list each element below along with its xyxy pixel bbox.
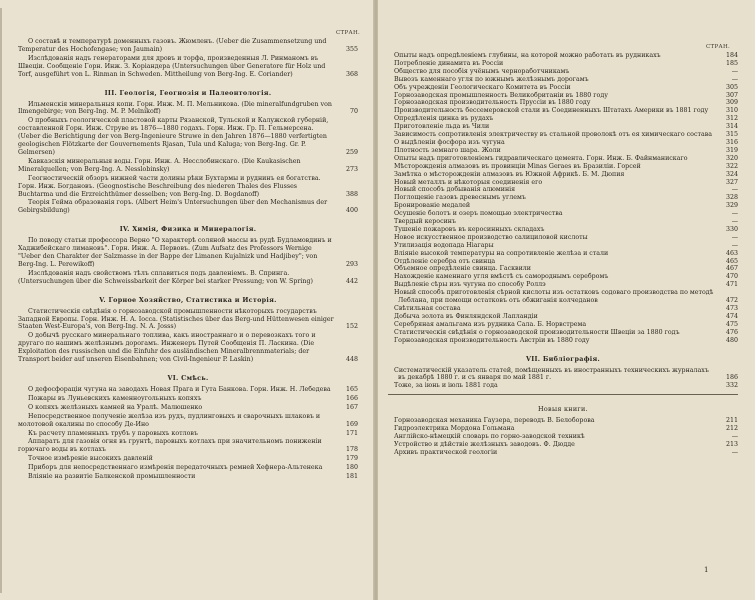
toc-entry xyxy=(388,107,738,115)
toc-entry xyxy=(388,123,738,131)
entry-title: Статистическія свѣдѣнія о горнозаводской промышленности нѣкоторыхъ государствъ Западной Европы. Горн. Инж. Н. А. Іосса. (Statistisches über das Berg-und Hüttenwesen einiger Staaten West-Europa's, von Berg-Ing. N. A. Josss) xyxy=(18,307,334,331)
entry-title: Новое искусственное производство салициловой кислоты xyxy=(394,233,588,241)
toc-entry xyxy=(18,430,358,438)
toc-entry xyxy=(388,305,738,313)
toc-entry xyxy=(18,117,358,157)
toc-entry xyxy=(388,449,738,457)
entry-title: О копяхъ желѣзныхъ камней на Уралѣ. Малюшенко xyxy=(28,403,203,411)
toc-entry xyxy=(388,329,738,337)
entry-title: Вліяніе на развитіе Балкенской промышленности xyxy=(28,473,196,481)
entry-page: 312 xyxy=(725,115,738,123)
toc-entry xyxy=(388,99,738,107)
section-title: VI. Смѣсь. xyxy=(167,374,209,382)
section-title: VII. Библіографія. xyxy=(525,354,601,363)
entry-title: Теорія Гейма образованія горъ. (Albert Heim's Untersuchungen über den Mechanismus der Gebirgsbildung) xyxy=(18,199,328,215)
entry-page: 329 xyxy=(725,202,738,210)
entry-page: 184 xyxy=(725,52,738,59)
entry-title: Объ учрежденіи Геологическаго Комитета въ Россіи xyxy=(394,83,571,91)
entry-title: Приготовленіе льда въ Чили xyxy=(394,123,490,131)
toc-entry xyxy=(388,417,738,425)
entry-title: Систематическій указатель статей, помѣщенныхъ въ иностранныхъ техническихъ журналахъ въ декабрѣ 1880 г. и съ января по май 1881 г. xyxy=(394,366,709,382)
entry-title: О дефосфораціи чугуна на заводахъ Новая Прага и Гута Банкова. Горн. Инж. Н. Лебедева xyxy=(28,386,331,393)
entry-page: 178 xyxy=(345,446,358,454)
toc-entry xyxy=(18,473,358,481)
toc-entry xyxy=(388,218,738,226)
entry-title: Непосредственное полученіе желѣза изъ рудъ, пудлинговыхъ и сварочныхъ шлаковъ и молотовой окалины по способу Де-Ино xyxy=(18,412,321,428)
entry-title: Архивъ практической геологіи xyxy=(394,448,498,456)
entry-title: Статистическія свѣдѣнія о горнозаводской производительности Швеціи за 1880 годъ xyxy=(394,328,680,336)
entry-page: 310 xyxy=(725,107,738,115)
entry-title: Плотность земнаго шара. Жоли xyxy=(394,146,501,154)
entry-title: Общество для пособія учёнымъ черноработчникамъ xyxy=(394,67,570,75)
entry-page: 467 xyxy=(725,265,738,273)
entry-page: 211 xyxy=(725,417,738,425)
entry-title: Изслѣдованія надъ свойствомъ тѣлъ сплавиться подъ давленіемъ. В. Спринга. (Untersuchungen über die Schweissbarkeit der Körper bei starker Pressung; von W. Spring) xyxy=(18,269,313,285)
toc-entry xyxy=(388,92,738,100)
toc-entry xyxy=(388,52,738,60)
entry-title: Изслѣдованія надъ генераторами для дровъ и торфа, произведенныя Л. Ринманомъ въ Швеціи. Сообщеніе Горн. Инж. З. Коріандера (Untersuchungen über Generatore für Holz und Torf, ausgeführt von L. Rinman in Schweden. Mittheilung von Berg-Ing. E. Coriander) xyxy=(18,54,326,78)
section-title: V. Горное Хозяйство, Статистика и Исторія. xyxy=(99,295,277,304)
entry-page: 314 xyxy=(725,123,738,131)
toc-entry xyxy=(18,332,358,364)
toc-entry xyxy=(18,158,358,174)
entry-title: Утилизація водопада Ніагары xyxy=(394,241,494,249)
entry-page: 315 xyxy=(725,131,738,139)
entry-page: 368 xyxy=(345,70,358,78)
entry-title: Пожары въ Луньевскихъ каменноугольныхъ копяхъ xyxy=(28,394,202,402)
entry-title: Нахожденіе каменнаго угля вмѣстѣ съ самороднымъ серебромъ xyxy=(394,273,609,281)
toc-entry xyxy=(388,210,738,218)
entry-title: О добычѣ русскаго минеральнаго топлива, какъ иностраннаго и о перевозкахъ того и другаго по нашимъ желѣзнымъ дорогамъ. Инженеръ Путей Сообщенія П. Ласкина. (Die Exploitation des russischen und die Einfuhr des ausländischen Mineralbrennmaterials; der Transport beider auf unseren Eisenbahnen; von Civil-Ingenieur P. Laskin) xyxy=(18,332,316,364)
entry-title: Твердый керосинъ xyxy=(394,218,457,226)
entry-page: — xyxy=(731,218,738,226)
entry-page: 307 xyxy=(725,91,738,99)
toc-entry xyxy=(18,455,358,463)
toc-entry xyxy=(388,425,738,433)
entry-title: Горнозаводская производительность Пруссіи въ 1880 году xyxy=(394,99,591,107)
entry-title: Точное измѣреніе высокихъ давленій xyxy=(28,455,153,463)
entry-title: Выдѣленіе сѣры изъ чугуна по способу Роллэ xyxy=(394,281,546,289)
toc-entry xyxy=(388,194,738,202)
section-title: IV. Химія, Физика и Минералогія. xyxy=(119,225,257,234)
toc-entry xyxy=(388,382,738,390)
entry-title: Вліяніе высокой температуры на сопротивленіе желѣза и стали xyxy=(394,249,609,257)
entry-title: Горнозаводская промышленность Великобританіи въ 1880 году xyxy=(394,91,608,99)
entry-title: Кавказскія минеральныя воды. Горн. Инж. А. Несслобинскаго. (Die Kaukasischen Mineralquellen; von Berg-Ing. A. Nesslobinsky) xyxy=(18,157,301,173)
entry-page: 470 xyxy=(725,273,738,281)
entry-page: 448 xyxy=(345,356,358,364)
toc-entry xyxy=(388,367,738,383)
toc-entry xyxy=(18,237,358,269)
toc-entry xyxy=(388,433,738,441)
entry-title: Гидроэлектрика Мордона Гольмана xyxy=(394,425,515,433)
entry-page: 171 xyxy=(345,429,358,437)
toc-entry xyxy=(388,60,738,68)
entry-title: Аппаратъ для газовія огня въ грунтѣ, паровыхъ котлахъ при значительномъ пониженіи горючаго воды въ котлахъ xyxy=(18,438,322,454)
entry-title: Тоже, за іюнь и іюль 1881 года xyxy=(394,382,498,390)
entry-page: 480 xyxy=(725,336,738,344)
toc-entry xyxy=(18,38,358,54)
entry-page: 474 xyxy=(725,312,738,320)
books-title: Новыя книги. xyxy=(538,405,588,414)
right-column-header: СТРАН. xyxy=(706,44,731,50)
entry-page: 332 xyxy=(725,382,738,390)
entry-title: Англійско-нѣмецкій словарь по горно-заводской техникѣ xyxy=(394,433,585,441)
entry-page: 388 xyxy=(345,190,358,198)
entry-title: Устройство и дѣйствіе желѣзныхъ заводовъ. Ф. Дюдде xyxy=(394,440,575,448)
entry-page: — xyxy=(731,75,738,83)
toc-entry xyxy=(388,226,738,234)
toc-entry xyxy=(18,395,358,403)
toc-entry xyxy=(388,147,738,155)
entry-title: Новый способъ приготовленія сѣрной кислоты изъ остатковъ содоваго производства по методѣ Леблана, при помощи остатковъ отъ обжиганія колчеданов xyxy=(394,289,714,305)
toc-entry xyxy=(388,76,738,84)
entry-page: 476 xyxy=(725,328,738,336)
entry-page: — xyxy=(731,233,738,241)
entry-page: 471 xyxy=(725,281,738,289)
entry-page: 473 xyxy=(725,305,738,312)
right-contents xyxy=(388,52,738,457)
entry-title: Производительность бессемеровской стали въ Соединенныхъ Штатахъ Америки въ 1881 году xyxy=(394,107,709,115)
toc-entry xyxy=(18,308,358,332)
entry-title: Мѣсторожденія алмазовъ въ провинціи Minas Geraes въ Бразиліи. Горсей xyxy=(394,162,641,170)
right-page xyxy=(378,0,755,600)
divider-rule xyxy=(388,394,738,395)
entry-page: — xyxy=(731,67,738,75)
toc-entry xyxy=(18,386,358,394)
entry-title: Геогностическій обзоръ нижней части долины рѣки Бухтармы и руднинъ ея богатства. Горн. Инж. Богдановъ. (Geognostische Beschreibung des niederen Thales des Flusses Buchtarma und die Erzreichthümer desselben; von Berg-Ing. D. Bogdanoff) xyxy=(18,174,321,198)
entry-title: Свѣтильная состава xyxy=(394,305,461,312)
toc-entry xyxy=(18,199,358,215)
toc-entry xyxy=(388,441,738,449)
toc-entry xyxy=(388,234,738,242)
entry-title: Къ расчету пламенныхъ трубъ у паровыхъ котловъ xyxy=(28,429,198,437)
entry-page: 179 xyxy=(345,455,358,463)
entry-page: 330 xyxy=(725,225,738,233)
entry-page: 322 xyxy=(725,162,738,170)
entry-page: 327 xyxy=(725,178,738,186)
toc-entry xyxy=(388,186,738,194)
entry-page: 259 xyxy=(345,148,358,156)
entry-page: 475 xyxy=(725,320,738,328)
toc-entry xyxy=(18,438,358,454)
entry-title: Зависимость сопротивленія электричеству въ стальной проволокѣ отъ ея химическаго состава xyxy=(394,131,713,139)
page-folio: 1 xyxy=(704,566,709,574)
entry-page: 305 xyxy=(725,83,738,91)
entry-title: Опыты надъ приготовленіемъ гидравлическаго цемента. Горн. Инж. Б. Файнманискаго xyxy=(394,154,688,162)
toc-entry xyxy=(388,155,738,163)
entry-title: Вывозъ каменнаго угля по южнымъ желѣзнымъ дорогамъ xyxy=(394,75,589,83)
entry-page: — xyxy=(731,433,738,441)
entry-title: Приборъ для непосредственнаго измѣренія передаточныхъ ремней Хефнера-Альтенека xyxy=(28,464,323,472)
entry-title: О составѣ и температурѣ доменныхъ газовъ. Жюмленъ. (Ueber die Zusammensetzung und Temperatur des Hochofengase; von Jaumain) xyxy=(18,38,327,53)
entry-page: 186 xyxy=(725,374,738,382)
entry-page: 167 xyxy=(345,403,358,411)
entry-page: 213 xyxy=(725,440,738,448)
toc-entry xyxy=(388,289,738,305)
entry-title: Потребленіе динамита въ Россіи xyxy=(394,59,504,67)
entry-page: 309 xyxy=(725,99,738,107)
toc-entry xyxy=(18,413,358,429)
entry-title: Горнозаводская производительность Австріи въ 1880 году xyxy=(394,336,590,344)
toc-entry xyxy=(388,242,738,250)
entry-title: Добыча золота въ Финляндской Лапландіи xyxy=(394,312,538,320)
entry-page: 70 xyxy=(349,108,358,116)
entry-title: Опыты надъ опредѣленіемъ глубины, на которой можно работать въ рудникахъ xyxy=(394,52,661,59)
toc-entry xyxy=(388,202,738,210)
entry-title: Новый способъ добыванія алюминія xyxy=(394,186,516,194)
toc-entry xyxy=(18,464,358,472)
entry-title: Опредѣленія цинка въ рудахъ xyxy=(394,115,494,123)
left-column-header: СТРАН. xyxy=(336,30,361,36)
page-edge xyxy=(0,8,2,593)
entry-page: 165 xyxy=(345,386,358,393)
entry-page: 181 xyxy=(345,473,358,481)
entry-page: 316 xyxy=(725,138,738,146)
toc-entry xyxy=(18,55,358,79)
entry-page: 355 xyxy=(345,45,358,53)
entry-title: По поводу статьи профессора Верно "О характерѣ соляной массы въ рудѣ Будламовдинъ и Хаджибейскаго лимановъ". Горн. Инж. А. Первовъ. (Zum Aufsatz des Professors Wernige "Ueber den Charakter der Salzmasse in der Bappe der Limanen Kujalnizk und Hadjibey"; von Berg-Ing. L. Perewikoff) xyxy=(18,237,332,268)
entry-page: 328 xyxy=(725,194,738,202)
toc-entry xyxy=(388,131,738,139)
toc-entry xyxy=(18,175,358,199)
entry-page: 273 xyxy=(345,165,358,173)
toc-entry xyxy=(388,281,738,289)
entry-page: 400 xyxy=(345,207,358,215)
toc-entry xyxy=(388,84,738,92)
entry-page: — xyxy=(731,448,738,456)
entry-page: — xyxy=(731,241,738,249)
toc-entry xyxy=(388,337,738,345)
entry-page: 320 xyxy=(725,154,738,162)
toc-entry xyxy=(388,115,738,123)
entry-page: 212 xyxy=(725,425,738,433)
toc-entry xyxy=(388,265,738,273)
entry-title: Замѣтка о мѣсторожденіи алмазовъ въ Южной Африкѣ. Б. М. Дюпия xyxy=(394,170,625,178)
entry-page: 472 xyxy=(725,297,738,305)
entry-page: — xyxy=(731,186,738,194)
entry-page: 180 xyxy=(345,464,358,472)
entry-title: Тушеніе пожаровъ въ керосинныхъ складахъ xyxy=(394,225,545,233)
entry-page: 463 xyxy=(725,249,738,257)
entry-page: 293 xyxy=(345,260,358,268)
entry-page: 166 xyxy=(345,394,358,402)
entry-page: 465 xyxy=(725,257,738,265)
toc-entry xyxy=(388,258,738,266)
left-page xyxy=(0,0,375,600)
toc-entry xyxy=(388,250,738,258)
section-title: III. Геологія, Геогнозія и Палеонтологія. xyxy=(104,88,272,97)
left-contents xyxy=(18,38,358,482)
toc-entry xyxy=(388,273,738,281)
toc-entry xyxy=(18,101,358,117)
toc-entry xyxy=(18,404,358,412)
entry-page: 442 xyxy=(345,277,358,285)
entry-title: Отдѣленіе серебра отъ свинца xyxy=(394,257,496,265)
entry-page: 319 xyxy=(725,146,738,154)
entry-title: Новый металлъ и нѣкоторыя соединенія его xyxy=(394,178,543,186)
entry-page: 324 xyxy=(725,170,738,178)
entry-page: — xyxy=(731,210,738,218)
entry-title: Осушеніе болотъ и озеръ помощью электричества xyxy=(394,210,563,218)
entry-title: Горнозаводская механика Гаузера, переводъ В. Белоборова xyxy=(394,417,595,425)
entry-page: 169 xyxy=(345,420,358,428)
entry-title: Бронированіе медалей xyxy=(394,202,471,210)
entry-page: 185 xyxy=(725,59,738,67)
toc-entry xyxy=(18,270,358,286)
toc-entry xyxy=(388,139,738,147)
toc-entry xyxy=(388,321,738,329)
toc-entry xyxy=(388,313,738,321)
entry-page: 152 xyxy=(345,323,358,331)
toc-entry xyxy=(388,68,738,76)
entry-title: Ильменскія минеральныя копи. Горн. Инж. М. П. Мельникова. (Die mineralfundgruben von Ilmengebirge; von Berg-Ing. M. P. Melnikoff) xyxy=(18,100,332,116)
toc-entry xyxy=(388,163,738,171)
entry-title: Поглощеніе газовъ древеснымъ углемъ xyxy=(394,194,526,202)
toc-entry xyxy=(388,171,738,179)
entry-title: Серебряная амальгама изъ рудника Сала. Б. Норвстрема xyxy=(394,320,587,328)
entry-title: Объемное опредѣленіе свинца. Гасквили xyxy=(394,265,531,273)
toc-entry xyxy=(388,179,738,187)
entry-title: О выдѣленіи фосфора изъ чугуна xyxy=(394,138,505,146)
entry-title: О пробныхъ геологической пластовой карты Рязанской, Тульской и Калужской губерній, составленной Горн. Инж. Струве въ 1876—1880 годахъ. Горн. Инж. Гр. П. Гельмерсена. (Ueber die Berichtigung der von Berg-Ingenieure Struwe in den Jahren 1876—1880 verfertigten geologischen Flötzkarte der Gouvernements Rjasan, Tula und Kaluga; von Berg-Ing. Gr. P. Gelmersen) xyxy=(18,117,329,156)
